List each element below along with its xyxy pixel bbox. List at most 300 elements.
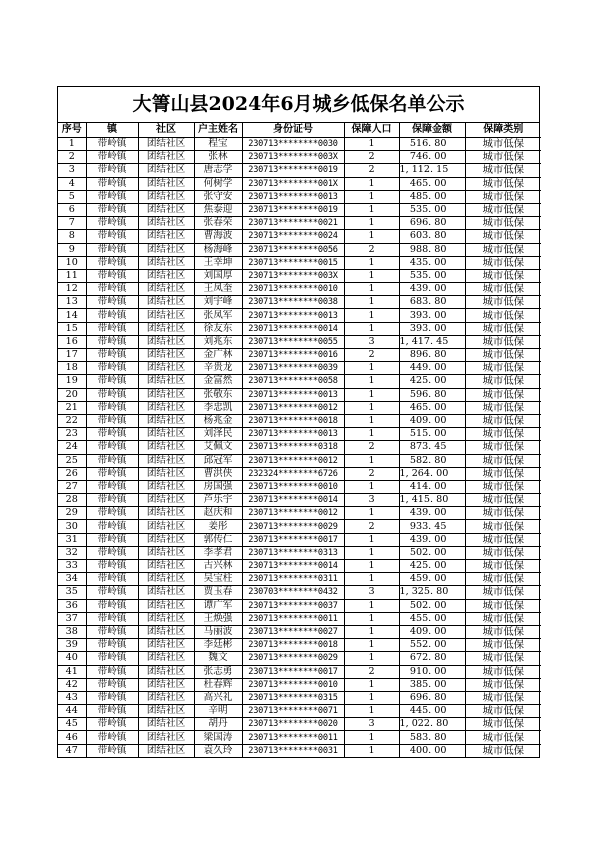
- cell-id-number: 230713********0010: [242, 678, 344, 691]
- cell-community: 团结社区: [138, 639, 194, 652]
- cell-community: 团结社区: [138, 586, 194, 599]
- cell-householder: 李廷彬: [194, 639, 242, 652]
- cell-householder: 王焕强: [194, 612, 242, 625]
- table-header-row: [58, 123, 541, 138]
- cell-id-number: 230713********0021: [242, 217, 344, 230]
- cell-seq: 26: [58, 467, 86, 480]
- cell-town: 带岭镇: [86, 599, 138, 612]
- cell-town: 带岭镇: [86, 190, 138, 203]
- cell-seq: 8: [58, 230, 86, 243]
- cell-householder: 金广林: [194, 349, 242, 362]
- cell-id-number: 232324********6726: [242, 467, 344, 480]
- cell-id-number: 230713********0039: [242, 362, 344, 375]
- cell-householder: 曹海波: [194, 230, 242, 243]
- cell-category: 城市低保: [465, 507, 541, 520]
- cell-category: 城市低保: [465, 599, 541, 612]
- cell-covered-persons: 1: [344, 652, 399, 665]
- cell-covered-persons: 1: [344, 401, 399, 414]
- cell-id-number: 230713********0010: [242, 283, 344, 296]
- cell-householder: 贾玉春: [194, 586, 242, 599]
- cell-covered-persons: 3: [344, 718, 399, 731]
- cell-community: 团结社区: [138, 533, 194, 546]
- table-row: [58, 520, 541, 533]
- cell-community: 团结社区: [138, 217, 194, 230]
- cell-town: 带岭镇: [86, 744, 138, 757]
- cell-amount: 583. 80: [399, 731, 465, 744]
- cell-category: 城市低保: [465, 678, 541, 691]
- cell-id-number: 230713********0037: [242, 599, 344, 612]
- cell-householder: 刘宇峰: [194, 296, 242, 309]
- cell-covered-persons: 3: [344, 586, 399, 599]
- cell-covered-persons: 1: [344, 731, 399, 744]
- table-row: [58, 388, 541, 401]
- cell-householder: 魏文: [194, 652, 242, 665]
- cell-community: 团结社区: [138, 718, 194, 731]
- cell-covered-persons: 1: [344, 322, 399, 335]
- cell-category: 城市低保: [465, 177, 541, 190]
- cell-community: 团结社区: [138, 388, 194, 401]
- cell-covered-persons: 1: [344, 230, 399, 243]
- cell-category: 城市低保: [465, 625, 541, 638]
- cell-amount: 393. 00: [399, 309, 465, 322]
- table-row: [58, 599, 541, 612]
- table-row: [58, 256, 541, 269]
- cell-id-number: 230713********0019: [242, 164, 344, 177]
- cell-town: 带岭镇: [86, 546, 138, 559]
- cell-category: 城市低保: [465, 731, 541, 744]
- cell-seq: 5: [58, 190, 86, 203]
- cell-category: 城市低保: [465, 296, 541, 309]
- cell-amount: 535. 00: [399, 203, 465, 216]
- header-amount: 保障金额: [399, 123, 465, 138]
- table-row: [58, 652, 541, 665]
- table-row: [58, 269, 541, 282]
- cell-community: 团结社区: [138, 480, 194, 493]
- cell-covered-persons: 1: [344, 546, 399, 559]
- cell-town: 带岭镇: [86, 203, 138, 216]
- cell-community: 团结社区: [138, 269, 194, 282]
- cell-covered-persons: 1: [344, 691, 399, 704]
- cell-amount: 696. 80: [399, 691, 465, 704]
- cell-category: 城市低保: [465, 138, 541, 151]
- cell-town: 带岭镇: [86, 362, 138, 375]
- cell-id-number: 230713********0071: [242, 705, 344, 718]
- cell-householder: 程宝: [194, 138, 242, 151]
- cell-town: 带岭镇: [86, 375, 138, 388]
- cell-householder: 何树学: [194, 177, 242, 190]
- cell-town: 带岭镇: [86, 256, 138, 269]
- cell-seq: 34: [58, 573, 86, 586]
- cell-seq: 20: [58, 388, 86, 401]
- cell-seq: 13: [58, 296, 86, 309]
- cell-amount: 414. 00: [399, 480, 465, 493]
- cell-town: 带岭镇: [86, 652, 138, 665]
- cell-amount: 465. 00: [399, 401, 465, 414]
- cell-householder: 张敬东: [194, 388, 242, 401]
- cell-town: 带岭镇: [86, 349, 138, 362]
- cell-category: 城市低保: [465, 494, 541, 507]
- cell-town: 带岭镇: [86, 296, 138, 309]
- table-row: [58, 705, 541, 718]
- cell-community: 团结社区: [138, 256, 194, 269]
- table-row: [58, 718, 541, 731]
- cell-householder: 谭广军: [194, 599, 242, 612]
- header-seq: 序号: [58, 123, 86, 138]
- table-row: [58, 441, 541, 454]
- cell-town: 带岭镇: [86, 678, 138, 691]
- cell-covered-persons: 1: [344, 560, 399, 573]
- table-row: [58, 322, 541, 335]
- cell-amount: 988. 80: [399, 243, 465, 256]
- cell-covered-persons: 2: [344, 349, 399, 362]
- cell-community: 团结社区: [138, 138, 194, 151]
- cell-category: 城市低保: [465, 546, 541, 559]
- cell-covered-persons: 1: [344, 414, 399, 427]
- cell-householder: 张林: [194, 151, 242, 164]
- cell-amount: 393. 00: [399, 322, 465, 335]
- cell-amount: 873. 45: [399, 441, 465, 454]
- table-row: [58, 296, 541, 309]
- cell-town: 带岭镇: [86, 533, 138, 546]
- cell-category: 城市低保: [465, 243, 541, 256]
- cell-community: 团结社区: [138, 322, 194, 335]
- cell-town: 带岭镇: [86, 309, 138, 322]
- cell-community: 团结社区: [138, 691, 194, 704]
- cell-community: 团结社区: [138, 454, 194, 467]
- table-row: [58, 454, 541, 467]
- table-row: [58, 533, 541, 546]
- table-row: [58, 283, 541, 296]
- table-row: [58, 586, 541, 599]
- cell-householder: 杨兆金: [194, 414, 242, 427]
- table-row: [58, 401, 541, 414]
- cell-id-number: 230713********0315: [242, 691, 344, 704]
- cell-category: 城市低保: [465, 309, 541, 322]
- cell-householder: 邱冠军: [194, 454, 242, 467]
- cell-amount: 552. 00: [399, 639, 465, 652]
- cell-community: 团结社区: [138, 190, 194, 203]
- cell-category: 城市低保: [465, 454, 541, 467]
- cell-amount: 672. 80: [399, 652, 465, 665]
- table-row: [58, 560, 541, 573]
- cell-category: 城市低保: [465, 441, 541, 454]
- cell-householder: 古兴林: [194, 560, 242, 573]
- cell-category: 城市低保: [465, 401, 541, 414]
- cell-town: 带岭镇: [86, 269, 138, 282]
- cell-householder: 辛贵龙: [194, 362, 242, 375]
- cell-covered-persons: 1: [344, 203, 399, 216]
- cell-id-number: 230713********0012: [242, 454, 344, 467]
- cell-amount: 502. 00: [399, 599, 465, 612]
- cell-householder: 李孝君: [194, 546, 242, 559]
- cell-id-number: 230713********0030: [242, 138, 344, 151]
- cell-town: 带岭镇: [86, 335, 138, 348]
- table-row: [58, 375, 541, 388]
- cell-id-number: 230713********0011: [242, 612, 344, 625]
- cell-town: 带岭镇: [86, 138, 138, 151]
- cell-community: 团结社区: [138, 151, 194, 164]
- cell-category: 城市低保: [465, 639, 541, 652]
- cell-id-number: 230713********0014: [242, 322, 344, 335]
- cell-town: 带岭镇: [86, 586, 138, 599]
- cell-seq: 11: [58, 269, 86, 282]
- cell-covered-persons: 2: [344, 151, 399, 164]
- cell-town: 带岭镇: [86, 665, 138, 678]
- cell-amount: 746. 00: [399, 151, 465, 164]
- cell-amount: 696. 80: [399, 217, 465, 230]
- table-row: [58, 665, 541, 678]
- cell-seq: 24: [58, 441, 86, 454]
- cell-householder: 唐志学: [194, 164, 242, 177]
- cell-householder: 张春荣: [194, 217, 242, 230]
- cell-id-number: 230713********0027: [242, 625, 344, 638]
- cell-seq: 29: [58, 507, 86, 520]
- cell-amount: 535. 00: [399, 269, 465, 282]
- cell-amount: 439. 00: [399, 283, 465, 296]
- cell-community: 团结社区: [138, 560, 194, 573]
- header-category: 保障类别: [465, 123, 541, 138]
- cell-householder: 焦泰迎: [194, 203, 242, 216]
- table-row: [58, 678, 541, 691]
- header-id-number: 身份证号: [242, 123, 344, 138]
- cell-category: 城市低保: [465, 691, 541, 704]
- cell-amount: 425. 00: [399, 375, 465, 388]
- cell-seq: 40: [58, 652, 86, 665]
- cell-community: 团结社区: [138, 705, 194, 718]
- table-row: [58, 639, 541, 652]
- cell-amount: 459. 00: [399, 573, 465, 586]
- cell-category: 城市低保: [465, 414, 541, 427]
- cell-seq: 23: [58, 428, 86, 441]
- cell-category: 城市低保: [465, 573, 541, 586]
- table-row: [58, 573, 541, 586]
- table-row: [58, 507, 541, 520]
- cell-town: 带岭镇: [86, 283, 138, 296]
- cell-category: 城市低保: [465, 533, 541, 546]
- cell-community: 团结社区: [138, 177, 194, 190]
- cell-covered-persons: 2: [344, 665, 399, 678]
- cell-seq: 31: [58, 533, 86, 546]
- cell-amount: 516. 80: [399, 138, 465, 151]
- cell-amount: 425. 00: [399, 560, 465, 573]
- cell-householder: 王凤奎: [194, 283, 242, 296]
- cell-id-number: 230713********0013: [242, 428, 344, 441]
- cell-householder: 郭传仁: [194, 533, 242, 546]
- cell-category: 城市低保: [465, 560, 541, 573]
- cell-community: 团结社区: [138, 164, 194, 177]
- document-sheet: [57, 86, 540, 758]
- cell-category: 城市低保: [465, 744, 541, 757]
- table-row: [58, 362, 541, 375]
- cell-town: 带岭镇: [86, 560, 138, 573]
- cell-id-number: 230713********0015: [242, 256, 344, 269]
- cell-town: 带岭镇: [86, 520, 138, 533]
- cell-covered-persons: 2: [344, 520, 399, 533]
- cell-covered-persons: 1: [344, 362, 399, 375]
- cell-id-number: 230713********0016: [242, 349, 344, 362]
- cell-seq: 12: [58, 283, 86, 296]
- cell-community: 团结社区: [138, 599, 194, 612]
- cell-covered-persons: 1: [344, 217, 399, 230]
- table-row: [58, 164, 541, 177]
- cell-seq: 7: [58, 217, 86, 230]
- cell-id-number: 230713********003X: [242, 151, 344, 164]
- cell-category: 城市低保: [465, 665, 541, 678]
- table-row: [58, 480, 541, 493]
- cell-town: 带岭镇: [86, 164, 138, 177]
- cell-covered-persons: 1: [344, 190, 399, 203]
- table-body: [58, 138, 541, 757]
- cell-town: 带岭镇: [86, 467, 138, 480]
- cell-amount: 910. 00: [399, 665, 465, 678]
- cell-covered-persons: 1: [344, 573, 399, 586]
- cell-seq: 46: [58, 731, 86, 744]
- table-row: [58, 414, 541, 427]
- cell-covered-persons: 1: [344, 283, 399, 296]
- cell-householder: 刘泽民: [194, 428, 242, 441]
- cell-community: 团结社区: [138, 296, 194, 309]
- cell-householder: 袁久玲: [194, 744, 242, 757]
- cell-amount: 896. 80: [399, 349, 465, 362]
- cell-covered-persons: 1: [344, 138, 399, 151]
- table-row: [58, 467, 541, 480]
- cell-seq: 2: [58, 151, 86, 164]
- cell-seq: 14: [58, 309, 86, 322]
- table-row: [58, 428, 541, 441]
- cell-town: 带岭镇: [86, 494, 138, 507]
- cell-id-number: 230713********0019: [242, 203, 344, 216]
- cell-seq: 16: [58, 335, 86, 348]
- cell-amount: 435. 00: [399, 256, 465, 269]
- cell-category: 城市低保: [465, 322, 541, 335]
- cell-seq: 41: [58, 665, 86, 678]
- cell-covered-persons: 1: [344, 639, 399, 652]
- cell-town: 带岭镇: [86, 401, 138, 414]
- cell-amount: 445. 00: [399, 705, 465, 718]
- cell-covered-persons: 1: [344, 533, 399, 546]
- table-row: [58, 349, 541, 362]
- cell-covered-persons: 3: [344, 335, 399, 348]
- cell-seq: 37: [58, 612, 86, 625]
- cell-householder: 马丽波: [194, 625, 242, 638]
- cell-town: 带岭镇: [86, 454, 138, 467]
- table-row: [58, 217, 541, 230]
- cell-amount: 603. 80: [399, 230, 465, 243]
- cell-town: 带岭镇: [86, 177, 138, 190]
- cell-householder: 杨海峰: [194, 243, 242, 256]
- cell-seq: 17: [58, 349, 86, 362]
- cell-householder: 曹洪侠: [194, 467, 242, 480]
- cell-town: 带岭镇: [86, 243, 138, 256]
- cell-community: 团结社区: [138, 349, 194, 362]
- cell-community: 团结社区: [138, 428, 194, 441]
- table-row: [58, 190, 541, 203]
- cell-town: 带岭镇: [86, 612, 138, 625]
- cell-covered-persons: 1: [344, 507, 399, 520]
- cell-community: 团结社区: [138, 309, 194, 322]
- cell-amount: 385. 00: [399, 678, 465, 691]
- table-row: [58, 138, 541, 151]
- cell-id-number: 230713********0017: [242, 665, 344, 678]
- cell-community: 团结社区: [138, 203, 194, 216]
- cell-id-number: 230713********0038: [242, 296, 344, 309]
- cell-amount: 1, 415. 80: [399, 494, 465, 507]
- cell-amount: 465. 00: [399, 177, 465, 190]
- cell-category: 城市低保: [465, 586, 541, 599]
- header-community: 社区: [138, 123, 194, 138]
- cell-covered-persons: 1: [344, 177, 399, 190]
- cell-category: 城市低保: [465, 467, 541, 480]
- cell-seq: 9: [58, 243, 86, 256]
- cell-householder: 李忠凯: [194, 401, 242, 414]
- cell-id-number: 230713********0058: [242, 375, 344, 388]
- cell-community: 团结社区: [138, 731, 194, 744]
- cell-householder: 姜彤: [194, 520, 242, 533]
- header-town: 镇: [86, 123, 138, 138]
- cell-community: 团结社区: [138, 362, 194, 375]
- cell-id-number: 230713********0014: [242, 560, 344, 573]
- cell-community: 团结社区: [138, 243, 194, 256]
- cell-category: 城市低保: [465, 480, 541, 493]
- cell-covered-persons: 1: [344, 309, 399, 322]
- cell-amount: 439. 00: [399, 533, 465, 546]
- cell-seq: 35: [58, 586, 86, 599]
- cell-amount: 1, 264. 00: [399, 467, 465, 480]
- cell-community: 团结社区: [138, 414, 194, 427]
- cell-covered-persons: 1: [344, 480, 399, 493]
- cell-id-number: 230713********0011: [242, 731, 344, 744]
- cell-seq: 42: [58, 678, 86, 691]
- table-row: [58, 744, 541, 757]
- cell-town: 带岭镇: [86, 639, 138, 652]
- table-row: [58, 691, 541, 704]
- cell-covered-persons: 2: [344, 441, 399, 454]
- cell-id-number: 230713********001X: [242, 177, 344, 190]
- document-title: 大箐山县2024年6月城乡低保名单公示: [58, 87, 539, 123]
- cell-seq: 18: [58, 362, 86, 375]
- cell-covered-persons: 1: [344, 612, 399, 625]
- cell-id-number: 230713********0024: [242, 230, 344, 243]
- cell-community: 团结社区: [138, 612, 194, 625]
- cell-town: 带岭镇: [86, 625, 138, 638]
- cell-householder: 徐友东: [194, 322, 242, 335]
- table-row: [58, 243, 541, 256]
- cell-householder: 张凤军: [194, 309, 242, 322]
- cell-town: 带岭镇: [86, 507, 138, 520]
- cell-amount: 400. 00: [399, 744, 465, 757]
- cell-seq: 4: [58, 177, 86, 190]
- cell-seq: 28: [58, 494, 86, 507]
- cell-amount: 485. 00: [399, 190, 465, 203]
- table-row: [58, 731, 541, 744]
- table-row: [58, 151, 541, 164]
- cell-id-number: 230713********0313: [242, 546, 344, 559]
- cell-householder: 刘兆东: [194, 335, 242, 348]
- cell-seq: 21: [58, 401, 86, 414]
- table-row: [58, 494, 541, 507]
- cell-town: 带岭镇: [86, 151, 138, 164]
- cell-covered-persons: 1: [344, 625, 399, 638]
- cell-town: 带岭镇: [86, 573, 138, 586]
- cell-covered-persons: 2: [344, 243, 399, 256]
- cell-householder: 杜春辉: [194, 678, 242, 691]
- cell-town: 带岭镇: [86, 230, 138, 243]
- cell-id-number: 230713********0012: [242, 401, 344, 414]
- cell-community: 团结社区: [138, 744, 194, 757]
- cell-community: 团结社区: [138, 230, 194, 243]
- cell-seq: 45: [58, 718, 86, 731]
- cell-covered-persons: 1: [344, 296, 399, 309]
